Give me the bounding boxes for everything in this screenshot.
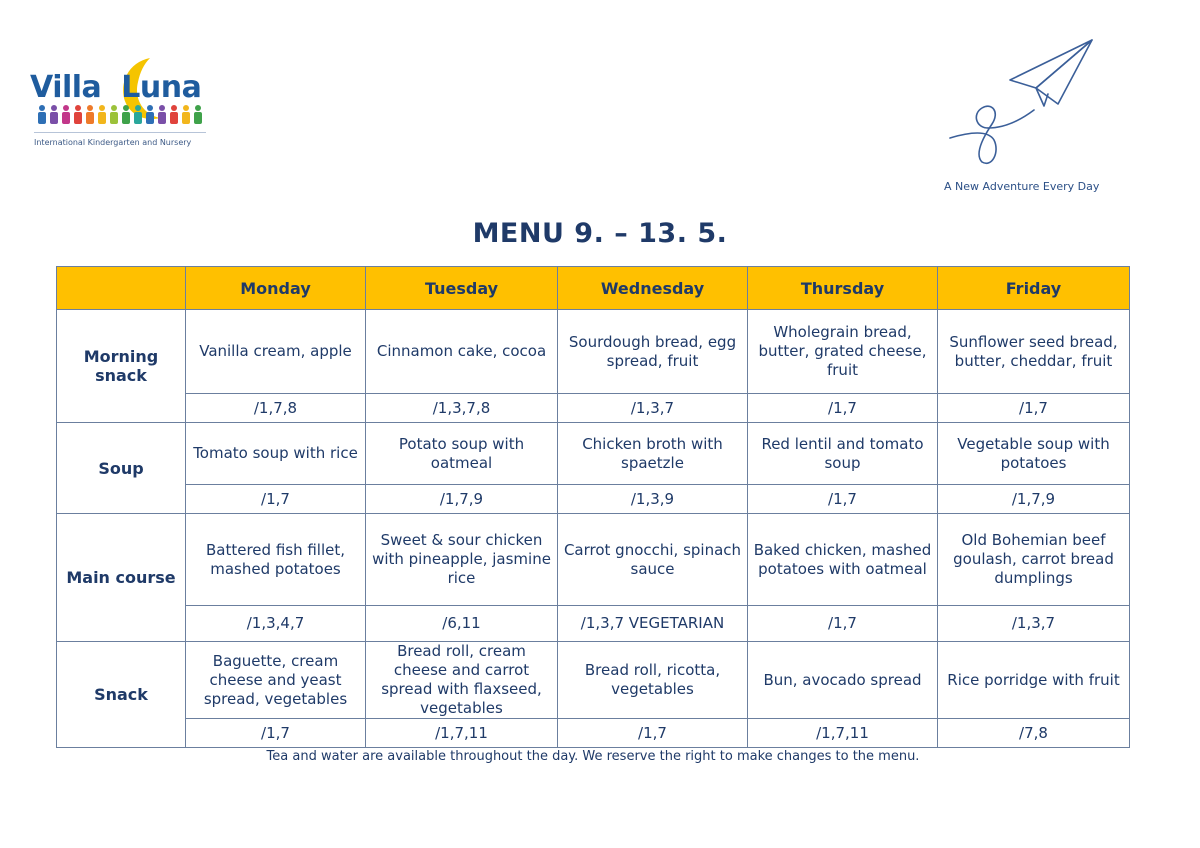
category-label: Morning snack xyxy=(83,347,159,385)
allergen-cell: /7,8 xyxy=(938,719,1130,748)
allergen-cell: /1,7,8 xyxy=(186,394,366,423)
day-header-tuesday: Tuesday xyxy=(366,267,558,310)
dish-cell: Chicken broth with spaetzle xyxy=(558,423,748,485)
dish-cell: Carrot gnocchi, spinach sauce xyxy=(558,514,748,606)
allergen-row-snack xyxy=(57,719,1130,748)
dish-cell: Bread roll, cream cheese and carrot spread with flaxseed, vegetables xyxy=(366,642,558,719)
category-morning-snack xyxy=(57,310,186,423)
allergen-cell: /1,3,7 VEGETARIAN xyxy=(558,606,748,642)
category-soup: Soup xyxy=(57,423,186,514)
logo-wordmark xyxy=(30,70,201,105)
dish-cell: Bread roll, ricotta, vegetables xyxy=(558,642,748,719)
allergen-cell: /1,7 xyxy=(558,719,748,748)
dish-cell: Sourdough bread, egg spread, fruit xyxy=(558,310,748,394)
dish-cell: Baked chicken, mashed potatoes with oatmeal xyxy=(748,514,938,606)
allergen-cell: /1,7,9 xyxy=(366,485,558,514)
paper-plane-icon xyxy=(940,36,1110,176)
allergen-cell: /1,7,9 xyxy=(938,485,1130,514)
motto: A New Adventure Every Day xyxy=(944,180,1100,193)
dish-cell: Sunflower seed bread, butter, cheddar, fruit xyxy=(938,310,1130,394)
allergen-cell: /1,7,11 xyxy=(366,719,558,748)
allergen-cell: /1,7 xyxy=(748,394,938,423)
allergen-cell: /1,7 xyxy=(186,719,366,748)
category-snack: Snack xyxy=(57,642,186,748)
dish-cell: Battered fish fillet, mashed potatoes xyxy=(186,514,366,606)
dish-row-soup xyxy=(57,423,1130,485)
dish-cell: Red lentil and tomato soup xyxy=(748,423,938,485)
allergen-cell: /6,11 xyxy=(366,606,558,642)
allergen-cell: /1,7,11 xyxy=(748,719,938,748)
allergen-cell: /1,3,9 xyxy=(558,485,748,514)
logo-divider xyxy=(34,132,206,133)
villa-luna-logo xyxy=(30,52,210,152)
logo-tagline: International Kindergarten and Nursery xyxy=(34,138,192,147)
allergen-cell: /1,3,7 xyxy=(938,606,1130,642)
dish-cell: Baguette, cream cheese and yeast spread, vegetables xyxy=(186,642,366,719)
dish-row-morning-snack xyxy=(57,310,1130,394)
dish-row-main-course xyxy=(57,514,1130,606)
allergen-row-soup xyxy=(57,485,1130,514)
dish-row-snack xyxy=(57,642,1130,719)
allergen-cell: /1,7 xyxy=(186,485,366,514)
dish-cell: Vanilla cream, apple xyxy=(186,310,366,394)
allergen-cell: /1,7 xyxy=(938,394,1130,423)
dish-cell: Potato soup with oatmeal xyxy=(366,423,558,485)
header-blank-cell xyxy=(57,267,186,310)
allergen-row-main-course xyxy=(57,606,1130,642)
allergen-cell: /1,7 xyxy=(748,606,938,642)
dish-cell: Rice porridge with fruit xyxy=(938,642,1130,719)
dish-cell: Sweet & sour chicken with pineapple, jasmine rice xyxy=(366,514,558,606)
dish-cell: Old Bohemian beef goulash, carrot bread dumplings xyxy=(938,514,1130,606)
dish-cell: Vegetable soup with potatoes xyxy=(938,423,1130,485)
page-title: MENU 9. – 13. 5. xyxy=(472,218,728,249)
dish-cell: Wholegrain bread, butter, grated cheese, fruit xyxy=(748,310,938,394)
allergen-row-morning-snack xyxy=(57,394,1130,423)
day-header-thursday: Thursday xyxy=(748,267,938,310)
day-header-friday: Friday xyxy=(938,267,1130,310)
dish-cell: Tomato soup with rice xyxy=(186,423,366,485)
footnote: Tea and water are available throughout the day. We reserve the right to make changes to the menu. xyxy=(266,749,920,764)
allergen-cell: /1,3,7 xyxy=(558,394,748,423)
allergen-cell: /1,3,4,7 xyxy=(186,606,366,642)
day-header-wednesday: Wednesday xyxy=(558,267,748,310)
allergen-cell: /1,3,7,8 xyxy=(366,394,558,423)
logo-word-left: Villa xyxy=(30,70,102,105)
day-header-monday: Monday xyxy=(186,267,366,310)
logo-word-right: Luna xyxy=(121,70,202,105)
category-main-course: Main course xyxy=(57,514,186,642)
allergen-cell: /1,7 xyxy=(748,485,938,514)
header-row xyxy=(57,267,1130,310)
children-icon xyxy=(34,104,206,126)
menu-table xyxy=(56,266,1130,748)
dish-cell: Bun, avocado spread xyxy=(748,642,938,719)
dish-cell: Cinnamon cake, cocoa xyxy=(366,310,558,394)
